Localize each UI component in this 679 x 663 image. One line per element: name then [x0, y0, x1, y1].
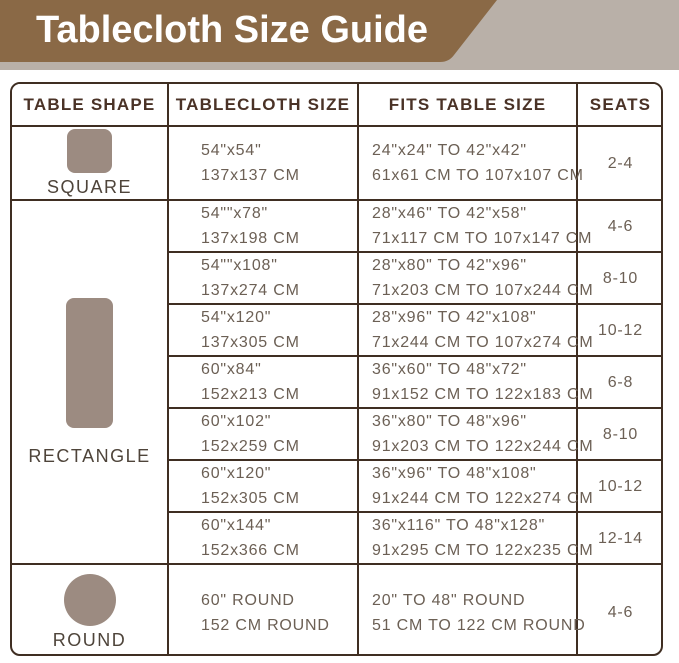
- shape-label: RECTANGLE: [28, 445, 151, 466]
- size-inches: 60" ROUND: [201, 591, 295, 609]
- tablecloth-size-cell: [169, 127, 359, 201]
- size-cm: 152x305 CM: [201, 490, 300, 507]
- fits-table-size-cell: [359, 201, 593, 253]
- fits-inches: 24"x24" TO 42"x42": [372, 142, 527, 159]
- size-cm: 152 CM ROUND: [201, 616, 330, 634]
- page-title: Tablecloth Size Guide: [36, 9, 429, 51]
- fits-inches: 28"x96" TO 42"x108": [372, 309, 537, 326]
- size-cm: 137x137 CM: [201, 167, 300, 184]
- shape-cell-rectangle: [12, 201, 169, 565]
- tablecloth-size-cell: [169, 513, 359, 565]
- shape-cell-square: [12, 127, 169, 201]
- size-inches: 54""x78": [201, 205, 269, 222]
- fits-inches: 36"x116" TO 48"x128": [372, 517, 546, 534]
- rectangle-shape-icon: [66, 298, 113, 428]
- fits-inches: 28"x46" TO 42"x58": [372, 205, 527, 222]
- seats-value: 10-12: [598, 477, 643, 495]
- seats-value: 6-8: [607, 373, 634, 391]
- seats-value: 2-4: [607, 154, 634, 172]
- fits-inches: 28"x80" TO 42"x96": [372, 257, 527, 274]
- fits-table-size-cell: [359, 305, 594, 357]
- shape-label: ROUND: [52, 630, 127, 650]
- fits-cm: 51 CM TO 122 CM ROUND: [372, 616, 586, 634]
- fits-table-size-cell: [359, 565, 586, 656]
- tablecloth-size-cell: [169, 201, 359, 253]
- fits-cm: 91x295 CM TO 122x235 CM: [372, 542, 594, 559]
- size-inches: 60"x120": [201, 465, 272, 482]
- size-cm: 152x213 CM: [201, 386, 300, 403]
- size-inches: 60"x84": [201, 361, 262, 378]
- tablecloth-size-cell: [169, 565, 359, 656]
- fits-inches: 36"x80" TO 48"x96": [372, 413, 527, 430]
- table-row: [12, 565, 663, 656]
- fits-table-size-cell: [359, 409, 594, 461]
- size-inches: 54""x108": [201, 257, 278, 274]
- fits-table-size-cell: [359, 461, 594, 513]
- size-inches: 54"x54": [201, 142, 262, 159]
- col-header-fits-table-size: FITS TABLE SIZE: [359, 84, 578, 127]
- fits-table-size-cell: [359, 513, 594, 565]
- fits-inches: 36"x60" TO 48"x72": [372, 361, 527, 378]
- shape-label: SQUARE: [46, 176, 133, 197]
- seats-value: 4-6: [607, 604, 634, 621]
- round-shape-icon: [64, 574, 116, 626]
- size-cm: 137x198 CM: [201, 230, 300, 247]
- fits-cm: 91x203 CM TO 122x244 CM: [372, 438, 594, 455]
- tablecloth-size-cell: [169, 461, 359, 513]
- size-cm: 152x366 CM: [201, 542, 300, 559]
- fits-inches: 36"x96" TO 48"x108": [372, 465, 537, 482]
- seats-value: 8-10: [602, 269, 639, 287]
- seats-cell: [578, 565, 663, 656]
- fits-table-size-cell: [359, 357, 594, 409]
- fits-cm: 71x244 CM TO 107x274 CM: [372, 334, 594, 351]
- col-header-table-shape: TABLE SHAPE: [12, 84, 169, 127]
- fits-inches: 20" TO 48" ROUND: [372, 591, 526, 609]
- tablecloth-size-cell: [169, 357, 359, 409]
- fits-table-size-cell: [359, 253, 594, 305]
- tablecloth-size-cell: [169, 409, 359, 461]
- seats-value: 10-12: [598, 321, 643, 339]
- size-guide-table: [10, 82, 663, 656]
- seats-cell: [578, 127, 663, 201]
- fits-table-size-cell: [359, 127, 584, 201]
- table-row: [12, 201, 663, 253]
- size-inches: 60"x144": [201, 517, 272, 534]
- fits-cm: 71x203 CM TO 107x244 CM: [372, 282, 594, 299]
- tablecloth-size-cell: [169, 253, 359, 305]
- table-row: [12, 127, 663, 201]
- fits-cm: 71x117 CM TO 107x147 CM: [372, 230, 593, 247]
- tablecloth-size-cell: [169, 305, 359, 357]
- seats-value: 8-10: [602, 425, 639, 443]
- fits-cm: 91x244 CM TO 122x274 CM: [372, 490, 594, 507]
- size-inches: 60"x102": [201, 413, 272, 430]
- shape-cell-round: [12, 565, 169, 656]
- fits-cm: 61x61 CM TO 107x107 CM: [372, 167, 584, 184]
- seats-value: 12-14: [598, 529, 643, 547]
- size-cm: 152x259 CM: [201, 438, 300, 455]
- size-cm: 137x274 CM: [201, 282, 300, 299]
- col-header-seats: SEATS: [578, 84, 663, 127]
- seats-value: 4-6: [607, 217, 634, 235]
- table-header-row: [12, 84, 663, 127]
- size-inches: 54"x120": [201, 309, 272, 326]
- col-header-tablecloth-size: TABLECLOTH SIZE: [169, 84, 359, 127]
- square-shape-icon: [67, 129, 112, 173]
- size-cm: 137x305 CM: [201, 334, 300, 351]
- fits-cm: 91x152 CM TO 122x183 CM: [372, 386, 594, 403]
- header-banner: [0, 0, 679, 70]
